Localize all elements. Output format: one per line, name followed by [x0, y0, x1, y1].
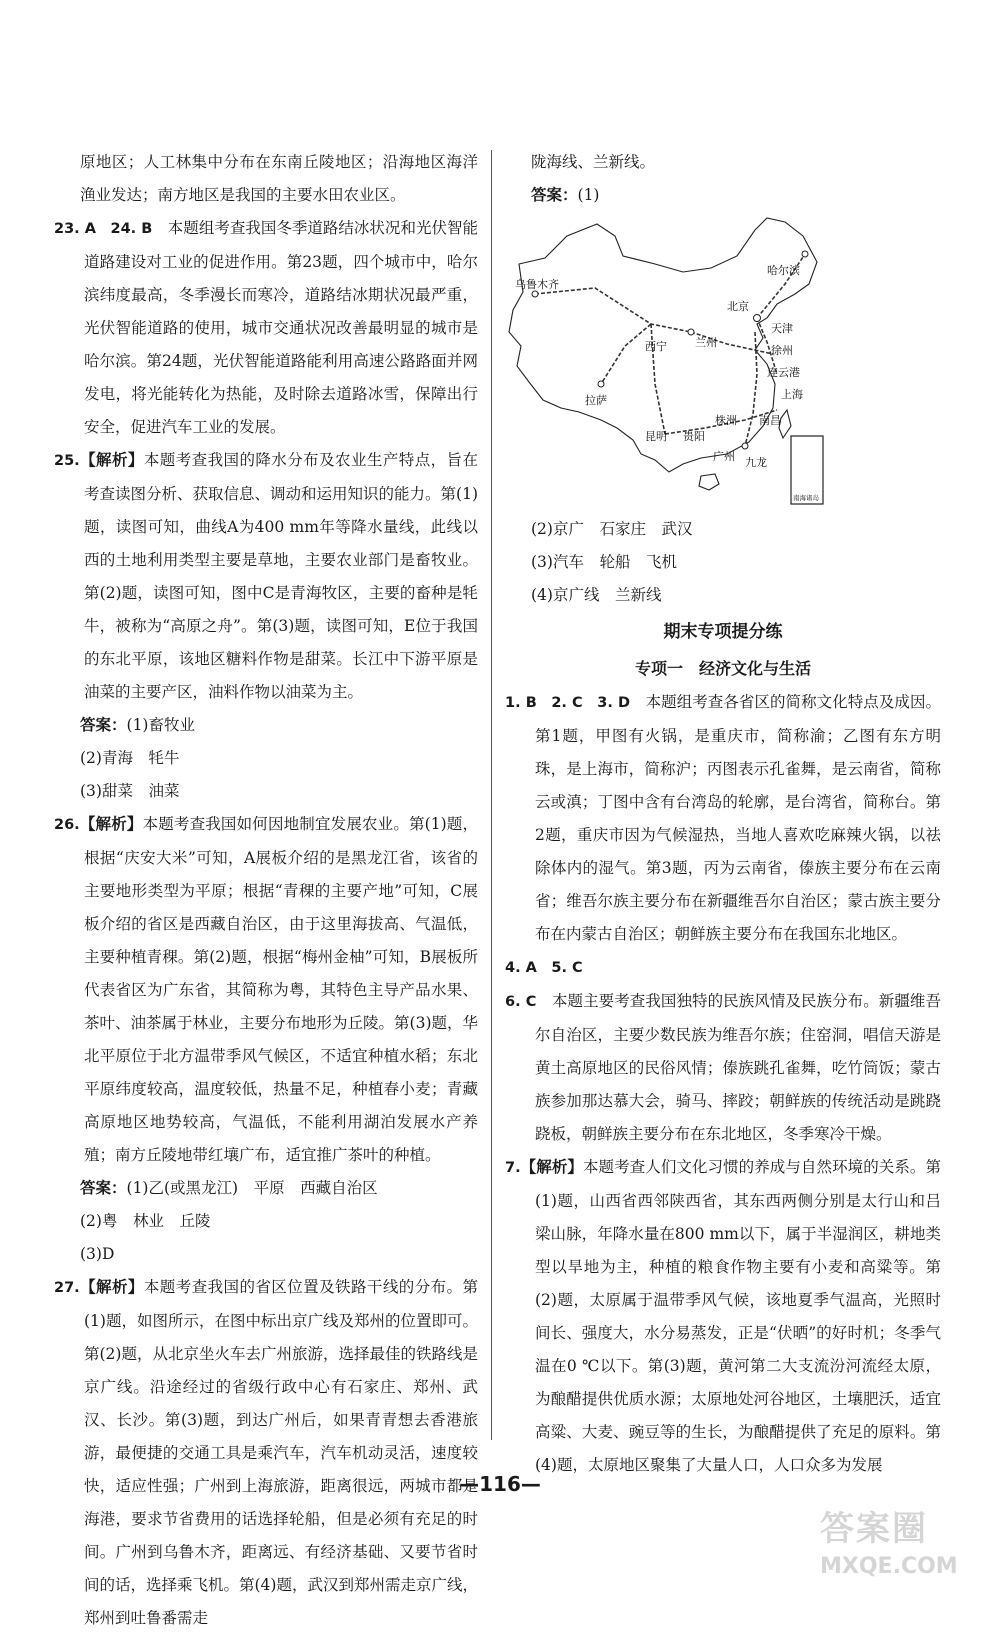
city-urumqi-dot [532, 291, 538, 297]
label: 【解析】 [520, 1158, 583, 1176]
label-kunming: 昆明 [645, 430, 667, 443]
question-number: 7. [505, 1160, 521, 1176]
paragraph-text: (3)甜菜 油菜 [80, 782, 180, 800]
paragraph [54, 146, 478, 212]
question-number: 1. B 2. C 3. D [505, 695, 631, 711]
label-zhuzhou: 株洲 [715, 414, 737, 427]
paragraph-text: (1)乙(或黑龙江) 平原 西藏自治区 [126, 1179, 378, 1197]
paragraph-text: (1) [577, 186, 600, 204]
label: 【解析】 [79, 815, 143, 833]
paragraph [505, 985, 941, 1151]
paragraph-text: 本题考查我国的降水分布及农业生产特点，旨在考查读图分析、获取信息、调动和运用知识的能力。第(1)题，读图可知，曲线A为400 mm年等降水量线，此线以西的土地利用类型主要是草地，主要农业部门是畜牧业。第(2)题，读图可知，图中C是青海牧区，主要的畜种是牦牛，被称为“高原之舟”。第(3)题，读图可知，E位于我国的东北平原，该地区糖料作物是甜菜。长江中下游平原是油菜的主要产区，油料作物以油菜为主。 [84, 451, 478, 701]
paragraph [54, 1238, 478, 1271]
paragraph [54, 1205, 478, 1238]
paragraph [54, 808, 478, 1172]
paragraph-text: (4)京广线 兰新线 [531, 586, 662, 604]
section-title: 期末专项提分练 [663, 622, 783, 642]
paragraph [54, 212, 478, 444]
china-railway-map [505, 214, 825, 509]
paragraph [505, 686, 941, 951]
paragraph [505, 1151, 941, 1482]
label-lanzhou: 兰州 [695, 336, 717, 349]
label: 【解析】 [79, 451, 144, 469]
question-number: 25. [54, 453, 80, 469]
south-china-sea-inset [791, 436, 823, 504]
label-lianyungang: 连云港 [767, 366, 800, 379]
paragraph-text: 本题考查人们文化习惯的养成与自然环境的关系。第(1)题，山西省西邻陕西省，其东西两侧分别是太行山和吕梁山脉，年降水量在800 mm以下，属于半湿润区，耕地类型以旱地为主，种植的粮食作物主要有小麦和高粱等。第(2)题，太原属于温带季风气候，该地夏季气温高，光照时间长、强度大，水分易蒸发，正是“伏晒”的好时机；冬季气温在0 ℃以下。第(3)题，黄河第二大支流汾河流经太原，为酿醋提供优质水源；太原地处河谷地区，土壤肥沃，适宜高粱、大麦、豌豆等的生长，为酿醋提供了充足的原料。第(4)题，太原地区聚集了大量人口，人口众多为发展 [535, 1158, 941, 1474]
paragraph-text: 本题组考查我国冬季道路结冰状况和光伏智能道路建设对工业的促进作用。第23题，四个城市中，哈尔滨纬度最高，冬季漫长而寒冷，道路结冰期状况最严重，光伏智能道路的使用，城市交通状况改善最明显的城市是哈尔滨。第24题，光伏智能道路能利用高速公路路面并网发电，将光能转化为热能，及时除去道路冰雪，保障出行安全，促进汽车工业的发展。 [84, 219, 478, 436]
label-guangzhou: 广州 [713, 450, 735, 463]
paragraph-text: (3)D [80, 1245, 115, 1263]
paragraph-text: (3)汽车 轮船 飞机 [531, 553, 677, 571]
paragraph-text: 原地区；人工林集中分布在东南丘陵地区；沿海地区海洋渔业发达；南方地区是我国的主要水田农业区。 [80, 153, 478, 204]
label-lhasa: 拉萨 [585, 394, 607, 407]
city-harbin-dot [802, 251, 808, 257]
question-number: 23. A 24. B [54, 221, 153, 237]
left-column [54, 146, 478, 1635]
paragraph-text: (1)畜牧业 [126, 716, 195, 734]
paragraph [505, 179, 941, 212]
page-number: —116— [459, 1472, 541, 1496]
paragraph-text: 本题组考查各省区的简称文化特点及成因。第1题，甲图有火锅，是重庆市，简称渝；乙图有东方明珠，是上海市，简称沪；丙图表示孔雀舞，是云南省，简称云或滇；丁图中含有台湾岛的轮廓，是台湾省，简称台。第2题，重庆市因为气候湿热，当地人喜欢吃麻辣火锅，以祛除体内的湿气。第3题，丙为云南省，傣族主要分布在云南省；维吾尔族主要分布在新疆维吾尔自治区；蒙古族主要分布在内蒙古自治区；朝鲜族主要分布在我国东北地区。 [535, 693, 941, 943]
label-harbin: 哈尔滨 [767, 264, 800, 277]
question-number: 26. [54, 817, 80, 833]
label-urumqi: 乌鲁木齐 [515, 278, 559, 291]
paragraph [54, 444, 478, 709]
watermark-line2: MXQE.COM [820, 1554, 958, 1579]
city-guangzhou-dot [742, 443, 748, 449]
paragraph-text: 本题主要考查我国独特的民族风情及民族分布。新疆维吾尔自治区，主要少数民族为维吾尔族；住窑洞，唱信天游是黄土高原地区的民俗风情；傣族跳孔雀舞，吃竹筒饭；蒙古族参加那达慕大会，骑马、摔跤；朝鲜族的传统活动是跳跷跷板，朝鲜族主要分布在东北地区，冬季寒冷干燥。 [535, 992, 941, 1143]
rail-tibet [601, 324, 651, 384]
column-divider [491, 150, 492, 1440]
label-jiulong: 九龙 [745, 456, 767, 469]
paragraph-text: 陇海线、兰新线。 [531, 153, 656, 171]
paragraph [54, 1172, 478, 1205]
paragraph-text: 本题考查我国的省区位置及铁路干线的分布。第(1)题，如图所示，在图中标出京广线及郑州的位置即可。第(2)题，从北京坐火车去广州旅游，选择最佳的铁路线是京广线。沿途经过的省级行政中心有石家庄、郑州、武汉、长沙。第(3)题，到达广州后，如果青青想去香港旅游，最便捷的交通工具是乘汽车，汽车机动灵活，速度较快，适应性强；广州到上海旅游，距离很远，两城市都是海港，要求节省费用的话选择轮船，但是必须有充足的时间。广州到乌鲁木齐，距离远、有经济基础、又要节省时间的话，选择乘飞机。第(4)题，武汉到郑州需走京广线，郑州到吐鲁番需走 [84, 1278, 478, 1627]
label-guiyang: 贵阳 [683, 430, 705, 443]
watermark-line1: 答案圈 [820, 1509, 928, 1549]
label: 【解析】 [79, 1278, 144, 1296]
paragraph [54, 1271, 478, 1635]
section-subtitle: 专项一 经济文化与生活 [634, 659, 811, 678]
paragraph-text: (2)京广 石家庄 武汉 [531, 520, 693, 538]
paragraph [54, 775, 478, 808]
paragraph [505, 146, 941, 179]
paragraph-text: (2)粤 林业 丘陵 [80, 1212, 211, 1230]
label-beijing: 北京 [727, 300, 749, 313]
city-lanzhou-dot [688, 329, 694, 335]
question-number: 27. [54, 1280, 80, 1296]
label-nanchang: 南昌 [759, 414, 781, 427]
label-inset: 南海诸岛 [793, 494, 819, 502]
right-column [505, 146, 941, 1482]
watermark-logo [820, 1506, 990, 1596]
question-number: 4. A 5. C [505, 960, 583, 976]
paragraph [505, 513, 941, 546]
paragraph-text: 本题考查我国如何因地制宜发展农业。第(1)题，根据“庆安大米”可知，A展板介绍的是黑龙江省，该省的主要地形类型为平原；根据“青稞的主要产地”可知，C展板介绍的省区是西藏自治区，由于这里海拔高、气温低，主要种植青稞。第(2)题，根据“梅州金柚”可知，B展板所代表省区为广东省，其简称为粤，其特色主导产品水果、茶叶、油茶属于林业，主要分布地形为丘陵。第(3)题，华北平原位于北方温带季风气候区，不适宜种植水稻；东北平原纬度较高，温度较低，热量不足，种植春小麦；青藏高原地区地势较高，气温低，不能利用湖泊发展水产养殖；南方丘陵地带红壤广布，适宜推广茶叶的种植。 [84, 815, 478, 1164]
city-beijing-dot [754, 315, 761, 322]
label-xining: 西宁 [645, 340, 667, 353]
paragraph [54, 709, 478, 742]
label-xuzhou: 徐州 [771, 344, 793, 357]
city-lhasa-dot [598, 381, 604, 387]
label: 答案： [80, 716, 127, 734]
paragraph [505, 951, 941, 985]
label: 答案： [80, 1179, 127, 1197]
paragraph [54, 742, 478, 775]
rail-lanxin [535, 288, 691, 332]
paragraph [505, 546, 941, 579]
paragraph-text: (2)青海 牦牛 [80, 749, 180, 767]
hainan-island [699, 474, 719, 490]
paragraph [505, 579, 941, 612]
question-number: 6. C [505, 994, 537, 1010]
label-tianjin: 天津 [771, 322, 793, 335]
label-shanghai: 上海 [781, 388, 803, 401]
label: 答案： [531, 186, 578, 204]
